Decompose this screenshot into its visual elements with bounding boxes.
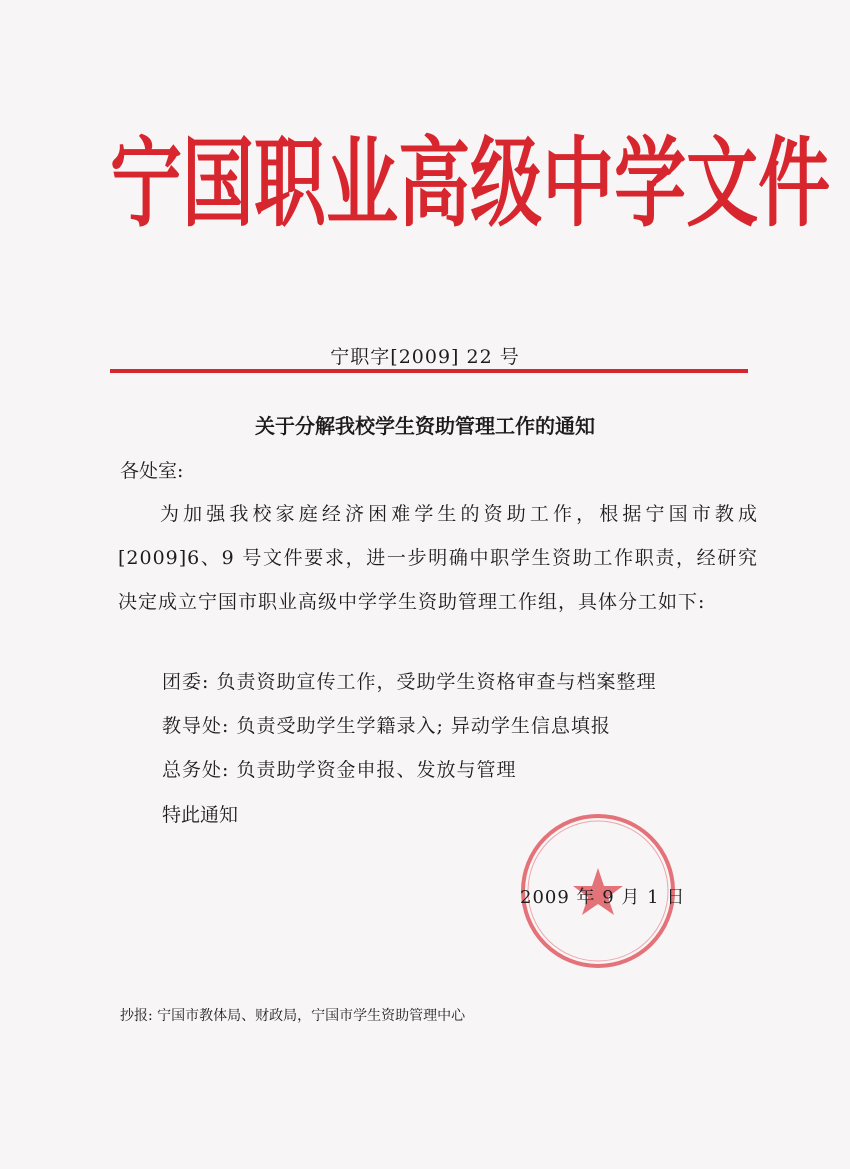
issue-date: 2009 年 9 月 1 日: [520, 887, 686, 908]
salutation: 各处室:: [120, 460, 184, 482]
masthead-char: 学: [614, 126, 687, 240]
cc-line: 抄报: 宁国市教体局、财政局，宁国市学生资助管理中心: [120, 1008, 466, 1024]
red-divider: [110, 369, 748, 373]
duty-item: 团委: 负责资助宣传工作，受助学生资格审查与档案整理: [162, 671, 657, 693]
duty-item: 教导处: 负责受助学生学籍录入; 异动学生信息填报: [162, 715, 611, 737]
notice-title: 关于分解我校学生资助管理工作的通知: [255, 414, 595, 438]
masthead: [110, 95, 831, 271]
masthead-char: 级: [470, 126, 543, 240]
masthead-char: 业: [326, 126, 399, 240]
masthead-char: 件: [758, 126, 831, 240]
masthead-char: 国: [182, 126, 255, 240]
body-paragraph: 为加强我校家庭经济困难学生的资助工作，根据宁国市教成[2009]6、9 号文件要求，进一步明确中职学生资助工作职责，经研究决定成立宁国市职业高级中学学生资助管理工作组，具体分工如下:: [118, 503, 758, 613]
masthead-char: 职: [254, 126, 327, 240]
document-number: 宁职字[2009] 22 号: [330, 346, 520, 368]
duty-item: 总务处: 负责助学资金申报、发放与管理: [162, 759, 517, 781]
masthead-char: 宁: [110, 126, 183, 240]
masthead-char: 中: [542, 126, 615, 240]
closing-line: 特此通知: [162, 804, 239, 826]
masthead-char: 高: [398, 126, 471, 240]
masthead-char: 文: [686, 126, 759, 240]
